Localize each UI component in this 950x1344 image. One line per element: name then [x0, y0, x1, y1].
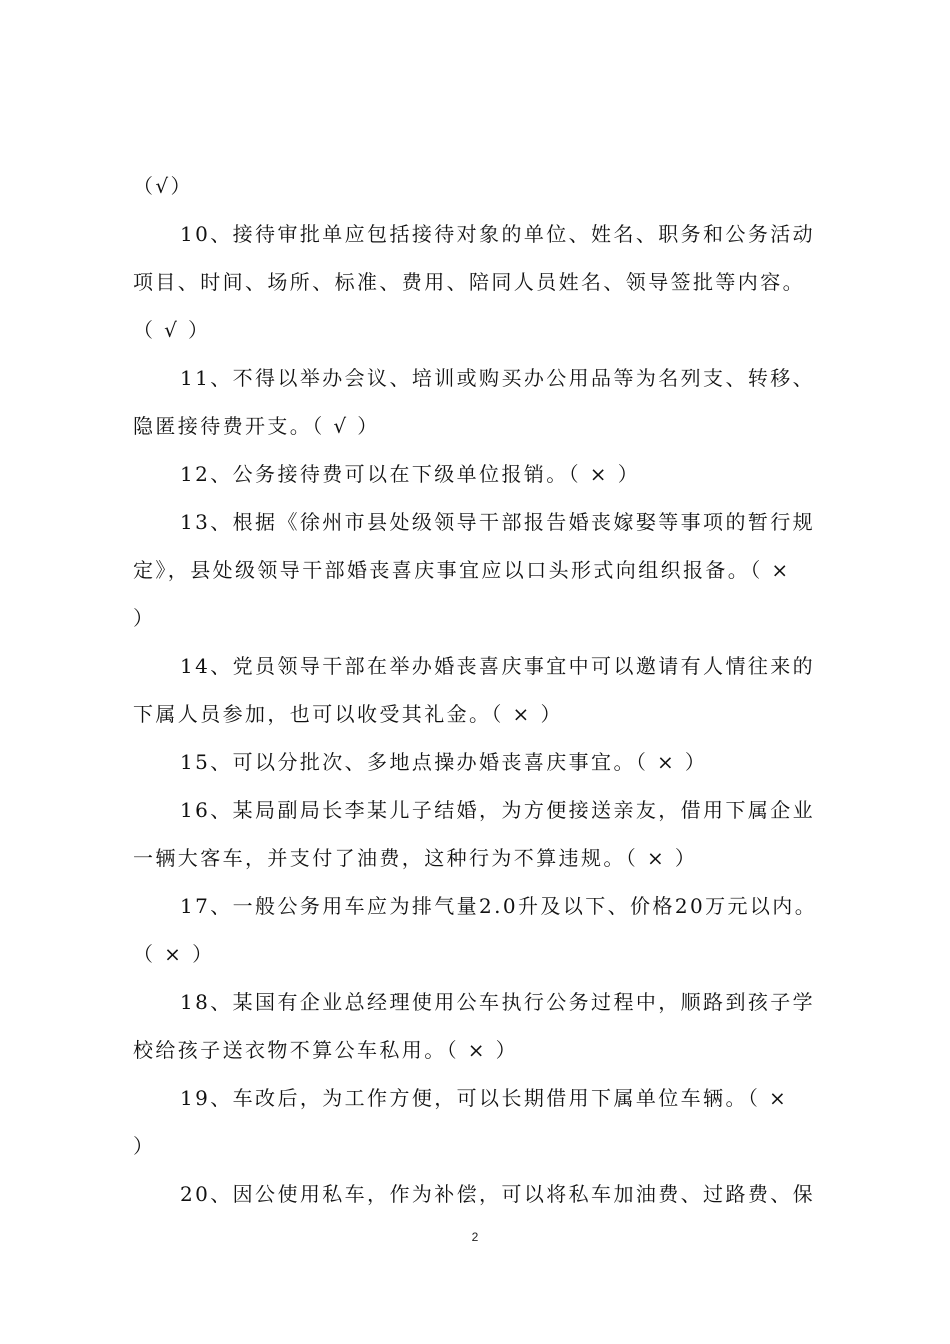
- question-19-line-1: 19、车改后，为工作方便，可以长期借用下属单位车辆。（ ×: [180, 1086, 789, 1110]
- question-13-line-1: 13、根据《徐州市县处级领导干部报告婚丧嫁娶等事项的暂行规: [180, 510, 816, 534]
- question-20-line-1: 20、因公使用私车，作为补偿，可以将私车加油费、过路费、保: [180, 1182, 816, 1206]
- question-16-line-1: 16、某局副局长李某儿子结婚，为方便接送亲友，借用下属企业: [180, 798, 816, 822]
- question-17-line-1: 17、一般公务用车应为排气量2.0升及以下、价格20万元以内。: [180, 894, 818, 918]
- question-13-line-2: 定》，县处级领导干部婚丧喜庆事宜应以口头形式向组织报备。（ ×: [133, 558, 791, 582]
- answer-line-9: （√）: [133, 174, 193, 198]
- question-11-line-2: 隐匿接待费开支。（ √ ）: [133, 414, 380, 438]
- answer-line-17: （ × ）: [133, 942, 215, 966]
- question-18-line-2: 校给孩子送衣物不算公车私用。（ × ）: [133, 1038, 519, 1062]
- question-16-line-2: 一辆大客车，并支付了油费，这种行为不算违规。（ × ）: [133, 846, 698, 870]
- question-13-line-3: ）: [133, 606, 156, 630]
- question-19-line-2: ）: [133, 1134, 156, 1158]
- answer-line-10: （ √ ）: [133, 318, 211, 342]
- page-number: 2: [471, 1230, 479, 1244]
- question-18-line-1: 18、某国有企业总经理使用公车执行公务过程中，顺路到孩子学: [180, 990, 816, 1014]
- question-15-line-1: 15、可以分批次、多地点操办婚丧喜庆事宜。（ × ）: [180, 750, 708, 774]
- question-14-line-1: 14、党员领导干部在举办婚丧喜庆事宜中可以邀请有人情往来的: [180, 654, 816, 678]
- question-14-line-2: 下属人员参加，也可以收受其礼金。（ × ）: [133, 702, 563, 726]
- question-12-line-1: 12、公务接待费可以在下级单位报销。（ × ）: [180, 462, 641, 486]
- question-10-line-2: 项目、时间、场所、标准、费用、陪同人员姓名、领导签批等内容。: [133, 270, 805, 294]
- question-10-line-1: 10、接待审批单应包括接待对象的单位、姓名、职务和公务活动: [180, 222, 816, 246]
- question-11-line-1: 11、不得以举办会议、培训或购买办公用品等为名列支、转移、: [180, 366, 816, 390]
